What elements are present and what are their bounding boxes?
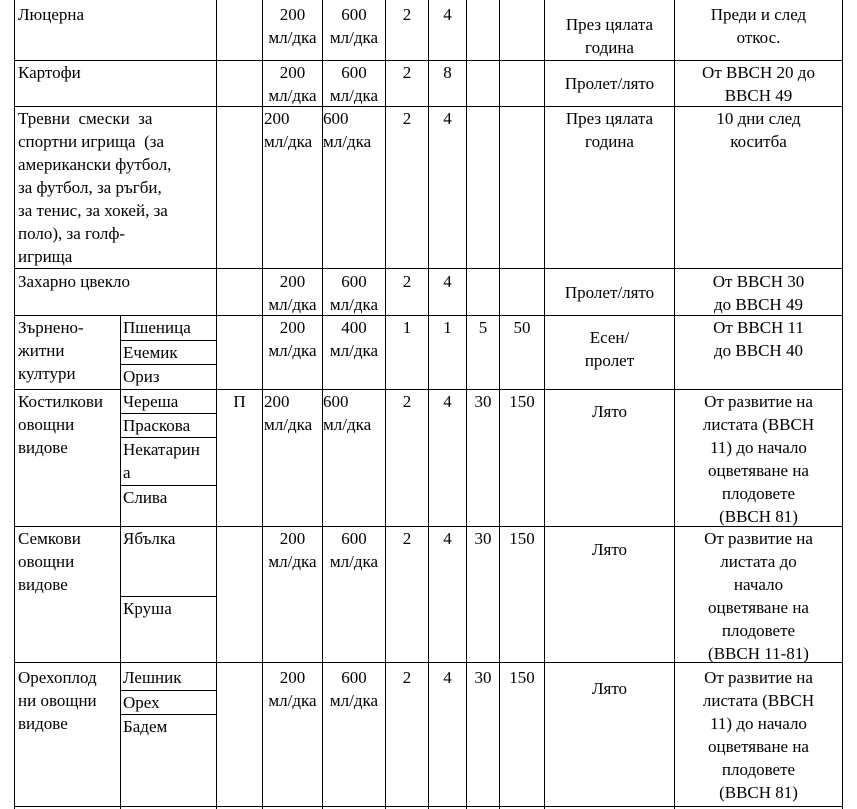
count-1: 2	[402, 272, 412, 291]
water-dose: 200 мл/дка	[268, 318, 317, 360]
water-dose: 200 мл/дка	[264, 392, 313, 434]
count-1: 2	[402, 529, 412, 548]
count-2: 4	[443, 668, 452, 687]
count-4: 150	[509, 529, 535, 548]
count-1: 1	[402, 318, 412, 337]
water-dose: 200 мл/дка	[268, 668, 317, 710]
water-dose: 200 мл/дка	[264, 109, 313, 151]
product-dose: 600 мл/дка	[329, 668, 379, 710]
timing: Преди и след откос.	[710, 5, 807, 47]
crop-name: Захарно цвекло	[18, 272, 131, 291]
period: Лято	[591, 402, 628, 421]
crop-name: Картофи	[18, 63, 81, 82]
water-dose: 200 мл/дка	[268, 5, 317, 47]
count-2: 4	[443, 109, 452, 128]
count-4: 150	[509, 668, 535, 687]
count-2: 8	[443, 63, 452, 82]
timing: От ВВСН 20 до ВВСН 49	[702, 63, 815, 105]
timing: 10 дни след коситба	[716, 109, 801, 151]
crop-name: Орехоплод ни овощни видове	[18, 668, 97, 733]
product-dose: 600 мл/дка	[323, 109, 372, 151]
period: Пролет/лято	[564, 74, 655, 93]
period: През цялата година	[565, 15, 654, 57]
sub-crop: Пшеница	[123, 318, 191, 337]
sub-crop: Орех	[123, 693, 160, 712]
product-dose: 600 мл/дка	[329, 529, 379, 571]
timing: От ВВСН 11 до ВВСН 40	[713, 318, 804, 360]
crop-name: Люцерна	[18, 5, 85, 24]
count-1: 2	[402, 668, 412, 687]
period: Есен/ пролет	[584, 328, 635, 370]
count-1: 2	[402, 5, 412, 24]
count-1: 2	[402, 63, 412, 82]
timing: От развитие на листата (ВВСН 11) до начало оцветяване на плодовете (ВВСН 81)	[702, 392, 815, 526]
count-2: 4	[443, 392, 452, 411]
crop-name: Тревни смески за спортни игрища (за американски футбол, за футбол, за ръгби, за тенис, за хокей, за поло), за голф- игрища	[18, 109, 172, 266]
crop-name: Костилкови овощни видове	[18, 392, 103, 457]
sub-crop: Лешник	[123, 668, 182, 687]
crop-name: Семкови овощни видове	[18, 529, 81, 594]
count-1: 2	[402, 392, 412, 411]
period: Лято	[591, 679, 628, 698]
sub-crop: Круша	[123, 599, 172, 618]
product-dose: 600 мл/дка	[329, 63, 379, 105]
sub-crop: Некатарин а	[123, 440, 200, 482]
count-4: 50	[513, 318, 531, 337]
count-3: 30	[474, 392, 492, 411]
sub-crop: Ябълка	[123, 529, 176, 548]
sub-crop: Ечемик	[123, 343, 178, 362]
sub-crop: Бадем	[123, 717, 168, 736]
water-dose: 200 мл/дка	[268, 272, 317, 314]
count-2: 4	[443, 5, 452, 24]
timing: От ВВСН 30 до ВВСН 49	[712, 272, 805, 314]
table-border	[14, 268, 843, 269]
count-3: 30	[474, 529, 492, 548]
sub-crop: Ориз	[123, 367, 160, 386]
count-2: 4	[443, 272, 452, 291]
water-dose: 200 мл/дка	[268, 63, 317, 105]
table-border	[14, 806, 843, 807]
period: Пролет/лято	[564, 283, 655, 302]
count-3: 5	[478, 318, 488, 337]
sub-crop: Череша	[123, 392, 179, 411]
timing: От развитие на листата (ВВСН 11) до начало оцветяване на плодовете (ВВСН 81)	[702, 668, 815, 802]
count-1: 2	[402, 109, 412, 128]
crop-name: Зърнено- житни култури	[18, 318, 84, 383]
water-dose: 200 мл/дка	[268, 529, 317, 571]
count-2: 4	[443, 529, 452, 548]
sub-crop: Слива	[123, 488, 168, 507]
count-4: 150	[509, 392, 535, 411]
count-3: 30	[474, 668, 492, 687]
product-dose: 600 мл/дка	[329, 5, 379, 47]
count-2: 1	[443, 318, 452, 337]
mark: П	[233, 392, 246, 411]
product-dose: 400 мл/дка	[329, 318, 379, 360]
timing: От развитие на листата до начало оцветяване на плодовете (ВВСН 11-81)	[704, 529, 813, 663]
product-dose: 600 мл/дка	[323, 392, 372, 434]
sub-crop: Праскова	[123, 416, 191, 435]
period: Лято	[591, 540, 628, 559]
product-dose: 600 мл/дка	[329, 272, 379, 314]
period: През цялата година	[565, 109, 654, 151]
